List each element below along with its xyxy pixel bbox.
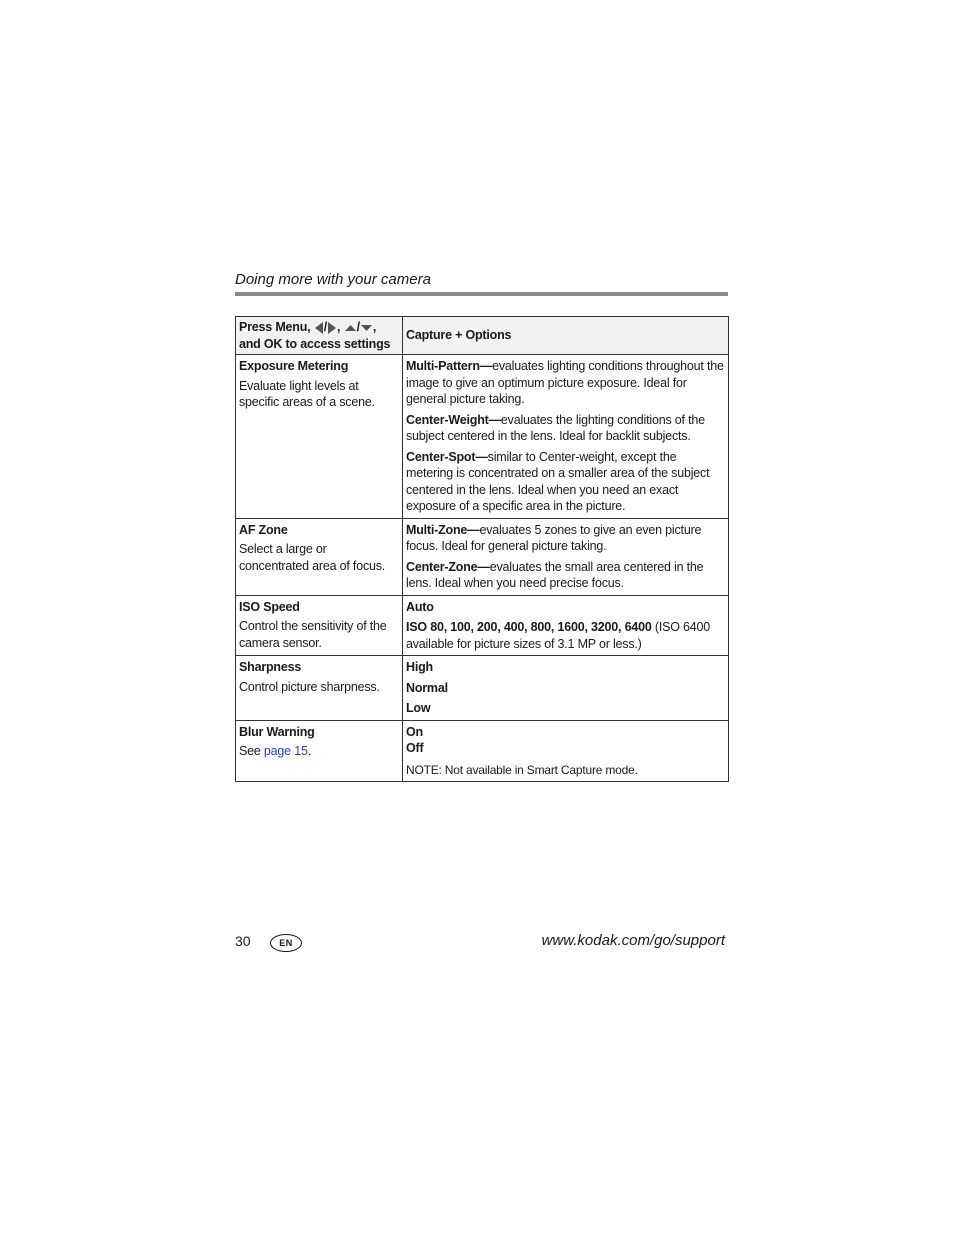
table-row — [236, 595, 729, 656]
header-options-cell: Capture + Options — [403, 317, 729, 355]
option-item — [406, 619, 725, 652]
right-arrow-icon — [327, 321, 337, 335]
setting-cell — [236, 355, 403, 519]
option-text: evaluates the lighting conditions of the subject centered in the lens. Ideal for backlit subjects. — [406, 412, 705, 443]
option-text: (ISO 6400 available for picture sizes of 3.1 MP or less.) — [406, 620, 711, 651]
header-rule — [235, 292, 728, 296]
option-name: ISO 80, 100, 200, 400, 800, 1600, 3200, 6400 — [406, 620, 652, 634]
option-name: Multi-Zone— — [406, 522, 480, 537]
header-ok-text: and OK to access settings — [239, 336, 391, 351]
description-prefix: See — [239, 744, 264, 758]
header-settings-cell — [236, 317, 403, 355]
setting-name: ISO Speed — [239, 599, 300, 614]
option-item — [406, 599, 725, 616]
option-name: Auto — [406, 599, 434, 614]
header-slash-2: / — [356, 320, 360, 334]
option-name: Normal — [406, 680, 448, 695]
note-text: NOTE: Not available in Smart Capture mode. — [406, 762, 638, 777]
option-name: Low — [406, 701, 431, 715]
language-badge: EN — [270, 934, 302, 952]
page-15-link[interactable]: page 15 — [263, 744, 308, 758]
option-text: evaluates the small area centered in the lens. Ideal when you need precise focus. — [406, 559, 704, 590]
settings-table — [235, 316, 729, 782]
running-head: Doing more with your camera — [235, 271, 431, 288]
option-item — [406, 412, 725, 445]
setting-description: Evaluate light levels at specific areas of a scene. — [239, 378, 375, 409]
setting-description: Select a large or concentrated area of focus. — [239, 542, 386, 573]
header-slash: / — [323, 320, 328, 334]
table-row — [236, 355, 729, 519]
setting-cell — [236, 595, 403, 656]
table-row — [236, 720, 729, 782]
setting-cell — [236, 720, 403, 782]
table-header-row — [236, 317, 729, 355]
up-arrow-icon — [344, 323, 357, 333]
page-number: 30 — [235, 933, 251, 949]
options-cell — [403, 720, 729, 782]
options-cell — [403, 355, 729, 519]
option-name: Center-Zone— — [406, 559, 490, 574]
option-text: evaluates 5 zones to give an even picture focus. Ideal for general picture taking. — [406, 522, 702, 553]
setting-cell — [236, 656, 403, 721]
header-comma: , — [337, 320, 341, 334]
option-item — [406, 358, 725, 408]
header-press-menu-text: Press Menu, — [239, 320, 311, 334]
options-cell — [403, 656, 729, 721]
options-cell — [403, 518, 729, 595]
option-item — [406, 449, 725, 515]
setting-name: Blur Warning — [239, 724, 315, 739]
option-name: Center-Spot— — [406, 449, 488, 464]
option-name: Center-Weight— — [406, 412, 501, 427]
setting-name: AF Zone — [239, 522, 288, 537]
option-name: High — [406, 660, 433, 674]
setting-description: Control picture sharpness. — [239, 679, 380, 694]
table-row — [236, 656, 729, 721]
setting-description — [239, 743, 399, 760]
setting-description: Control the sensitivity of the camera sensor. — [239, 619, 387, 650]
option-text: similar to Center-weight, except the metering is concentrated on a smaller area of the subject centered in the lens. Ideal when you need an exact exposure of a specific area in the picture. — [406, 449, 710, 513]
option-name: On — [406, 724, 423, 739]
setting-name: Sharpness — [239, 660, 302, 674]
options-cell — [403, 595, 729, 656]
option-name: Off — [406, 741, 424, 755]
table-row — [236, 518, 729, 595]
footer-url: www.kodak.com/go/support — [541, 932, 725, 949]
left-arrow-icon — [314, 321, 324, 335]
description-suffix: . — [307, 744, 311, 758]
down-arrow-icon — [360, 323, 373, 333]
setting-name: Exposure Metering — [239, 359, 349, 373]
option-item — [406, 559, 725, 592]
option-name: Multi-Pattern— — [406, 359, 493, 373]
option-item — [406, 522, 725, 555]
header-comma-2: , — [372, 320, 377, 334]
setting-cell — [236, 518, 403, 595]
option-text: evaluates lighting conditions throughout the image to give an optimum picture exposure. Ideal for general picture taking. — [406, 359, 724, 406]
